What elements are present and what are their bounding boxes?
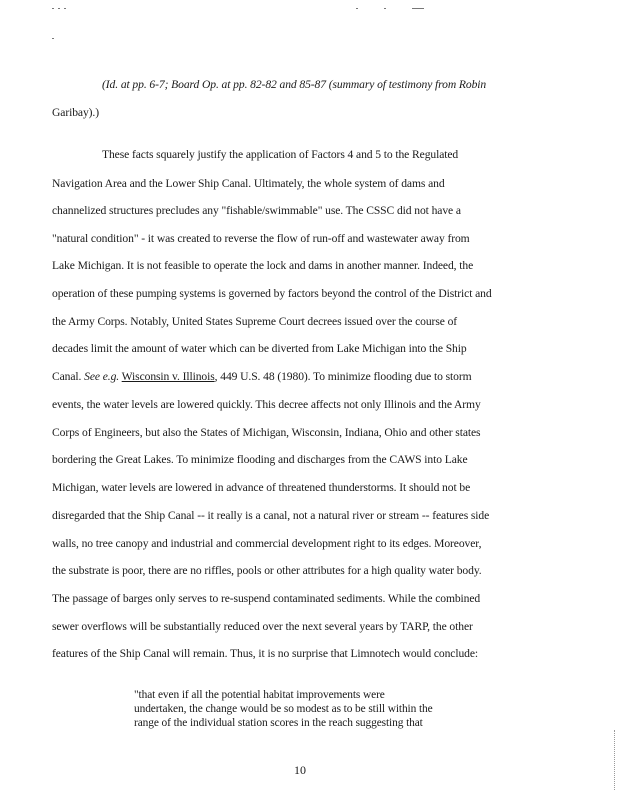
scan-speck <box>52 38 54 39</box>
page-number: 10 <box>294 763 306 777</box>
body-line: Garibay).) <box>52 106 99 119</box>
block-quote-line: "that even if all the potential habitat improvements were <box>134 689 385 701</box>
body-line: the Army Corps. Notably, United States Supreme Court decrees issued over the course of <box>52 315 458 328</box>
body-line: These facts squarely justify the application of Factors 4 and 5 to the Regulated <box>102 148 459 161</box>
body-line: Michigan, water levels are lowered in advance of threatened thunderstorms. It should not be <box>52 481 471 494</box>
body-line: "natural condition" - it was created to reverse the flow of run-off and wastewater away from <box>52 232 470 245</box>
citation-signal: See e.g. <box>84 370 120 383</box>
citation-pre: Canal. <box>52 370 85 383</box>
scan-speck <box>64 8 66 9</box>
scan-speck <box>52 8 54 9</box>
scan-speck <box>412 8 424 9</box>
body-line: bordering the Great Lakes. To minimize flooding and discharges from the CAWS into Lake <box>52 453 468 466</box>
body-line: The passage of barges only serves to re-suspend contaminated sediments. While the combined <box>52 592 481 605</box>
body-line: walls, no tree canopy and industrial and commercial development right to its edges. Moreover, <box>52 537 482 550</box>
case-name: Wisconsin v. Illinois <box>121 370 215 383</box>
block-quote-line: range of the individual station scores in the reach suggesting that <box>134 717 423 729</box>
body-line: sewer overflows will be substantially reduced over the next several years by TARP, the other <box>52 620 473 633</box>
body-line: channelized structures precludes any "fishable/swimmable" use. The CSSC did not have a <box>52 204 461 217</box>
body-line: decades limit the amount of water which can be diverted from Lake Michigan into the Ship <box>52 342 467 355</box>
block-quote-line: undertaken, the change would be so modest as to be still within the <box>134 703 433 715</box>
scan-speck <box>58 8 60 9</box>
body-line: Navigation Area and the Lower Ship Canal. Ultimately, the whole system of dams and <box>52 177 445 190</box>
scan-edge-artifact <box>614 730 616 790</box>
body-line-citation <box>52 370 472 384</box>
body-line: (Id. at pp. 6-7; Board Op. at pp. 82-82 and 85-87 (summary of testimony from Robin <box>102 78 487 91</box>
body-line: Lake Michigan. It is not feasible to operate the lock and dams in another manner. Indeed, the <box>52 259 474 272</box>
body-line: features of the Ship Canal will remain. Thus, it is no surprise that Limnotech would conclude: <box>52 647 479 660</box>
body-line: the substrate is poor, there are no riffles, pools or other attributes for a high quality water body. <box>52 564 482 577</box>
body-line: events, the water levels are lowered quickly. This decree affects not only Illinois and the Army <box>52 398 481 411</box>
scan-speck <box>384 8 386 9</box>
body-line: Corps of Engineers, but also the States of Michigan, Wisconsin, Indiana, Ohio and other states <box>52 426 481 439</box>
body-line: operation of these pumping systems is governed by factors beyond the control of the District and <box>52 287 492 300</box>
scan-speck <box>356 8 358 9</box>
citation-post: , 449 U.S. 48 (1980). To minimize flooding due to storm <box>214 370 472 383</box>
body-line: disregarded that the Ship Canal -- it really is a canal, not a natural river or stream -- features side <box>52 509 490 522</box>
